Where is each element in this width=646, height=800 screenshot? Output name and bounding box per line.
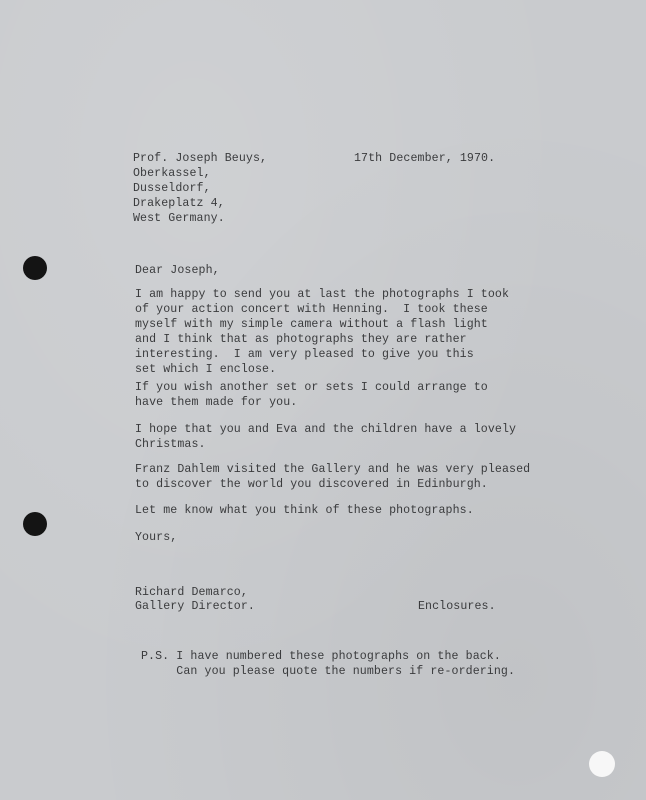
body-line: I am happy to send you at last the photographs I took [135, 288, 510, 301]
body-line: Christmas. [135, 438, 206, 451]
body-line: I hope that you and Eva and the children have a lovely [135, 423, 517, 436]
postscript-line: Can you please quote the numbers if re-ordering. [141, 665, 516, 678]
body-line: to discover the world you discovered in Edinburgh. [135, 478, 488, 491]
body-line: and I think that as photographs they are rather [135, 333, 467, 346]
punch-hole-top [23, 256, 47, 280]
punch-hole-bottom [23, 512, 47, 536]
salutation: Dear Joseph, [135, 264, 220, 277]
body-line: If you wish another set or sets I could arrange to [135, 381, 488, 394]
body-line: Let me know what you think of these photographs. [135, 504, 474, 517]
paper-spot [589, 751, 615, 777]
signature-title: Gallery Director. [135, 600, 255, 613]
body-line: Franz Dahlem visited the Gallery and he was very pleased [135, 463, 531, 476]
address-line: West Germany. [133, 212, 225, 225]
address-line: Drakeplatz 4, [133, 197, 225, 210]
body-line: of your action concert with Henning. I took these [135, 303, 488, 316]
body-line: interesting. I am very pleased to give you this [135, 348, 474, 361]
recipient-name: Prof. Joseph Beuys, [133, 152, 268, 165]
address-line: Oberkassel, [133, 167, 211, 180]
signature-name: Richard Demarco, [135, 586, 248, 599]
address-line: Dusseldorf, [133, 182, 211, 195]
closing: Yours, [135, 531, 178, 544]
body-line: have them made for you. [135, 396, 298, 409]
letter-date: 17th December, 1970. [354, 152, 496, 165]
postscript-line: P.S. I have numbered these photographs on the back. [141, 650, 501, 663]
body-line: set which I enclose. [135, 363, 277, 376]
enclosures-note: Enclosures. [418, 600, 496, 613]
body-line: myself with my simple camera without a flash light [135, 318, 488, 331]
